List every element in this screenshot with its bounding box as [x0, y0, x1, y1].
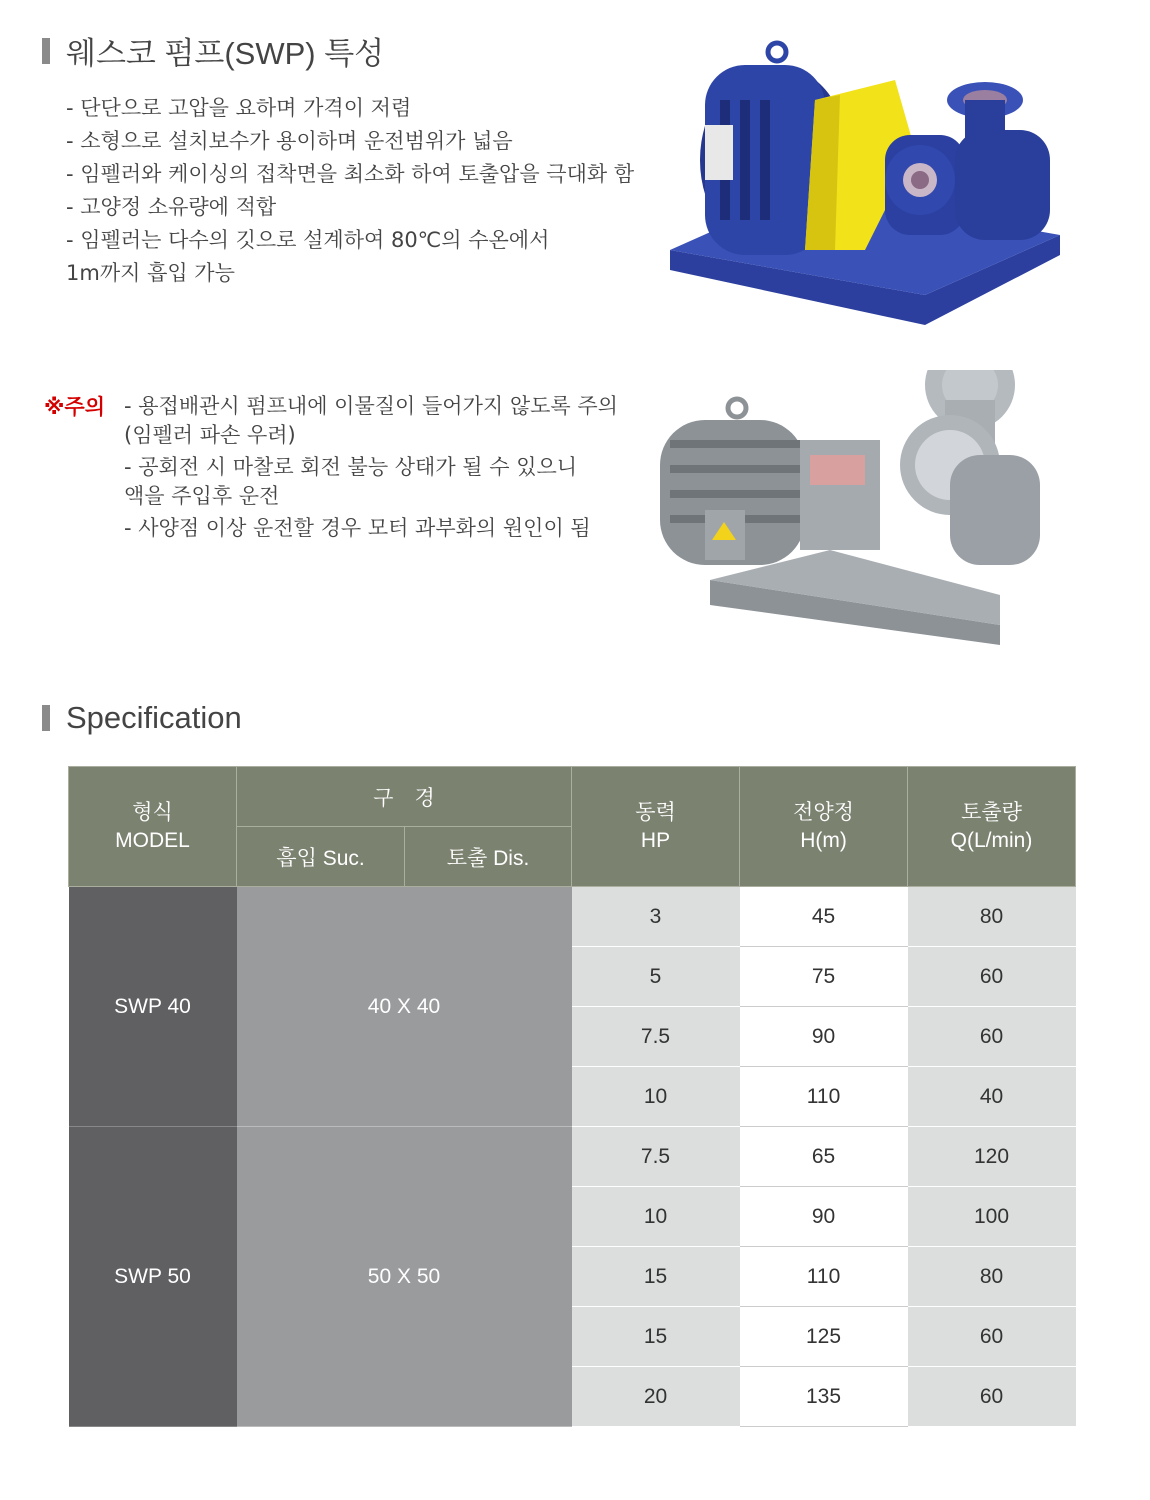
- caution-item: - 공회전 시 마찰로 회전 불능 상태가 될 수 있으니 액을 주입후 운전: [124, 455, 578, 508]
- col-header-suction: 흡입 Suc.: [237, 827, 405, 887]
- head-cell: 65: [740, 1127, 908, 1187]
- head-cell: 75: [740, 947, 908, 1007]
- section-heading-features: [42, 28, 384, 73]
- head-cell: 45: [740, 887, 908, 947]
- flow-cell: 80: [908, 1247, 1076, 1307]
- col-header-head: 전양정 H(m): [740, 767, 908, 887]
- feature-item: - 단단으로 고압을 요하며 가격이 저렴: [66, 96, 412, 120]
- blue-pump-image: [665, 40, 1065, 330]
- grey-pump-image: [650, 370, 1050, 655]
- flow-cell: 120: [908, 1127, 1076, 1187]
- col-header-model: 형식 MODEL: [69, 767, 237, 887]
- caution-block: [44, 392, 618, 546]
- head-cell: 135: [740, 1367, 908, 1427]
- hp-cell: 3: [572, 887, 740, 947]
- head-cell: 110: [740, 1067, 908, 1127]
- head-cell: 90: [740, 1007, 908, 1067]
- heading-bar: [42, 38, 50, 64]
- hp-cell: 10: [572, 1187, 740, 1247]
- caution-item: - 용접배관시 펌프내에 이물질이 들어가지 않도록 주의 (임펠러 파손 우려): [124, 394, 618, 447]
- feature-item: - 임펠러는 다수의 깃으로 설계하여 80℃의 수온에서 1m까지 흡입 가능: [66, 228, 550, 285]
- hp-cell: 7.5: [572, 1007, 740, 1067]
- flow-cell: 60: [908, 1007, 1076, 1067]
- feature-item: - 임펠러와 케이싱의 접착면을 최소화 하여 토출압을 극대화 함: [66, 162, 635, 186]
- hp-cell: 7.5: [572, 1127, 740, 1187]
- flow-cell: 80: [908, 887, 1076, 947]
- head-cell: 125: [740, 1307, 908, 1367]
- heading-title: 웨스코 펌프(SWP) 특성: [66, 36, 385, 71]
- table-row: [69, 887, 1076, 947]
- flow-cell: 60: [908, 947, 1076, 1007]
- feature-item: - 소형으로 설치보수가 용이하며 운전범위가 넓음: [66, 129, 513, 153]
- hp-cell: 10: [572, 1067, 740, 1127]
- feature-list: [66, 92, 634, 290]
- flow-cell: 40: [908, 1067, 1076, 1127]
- section-heading-specification: [42, 700, 242, 736]
- head-cell: 90: [740, 1187, 908, 1247]
- col-header-flow: 토출량 Q(L/min): [908, 767, 1076, 887]
- model-cell: SWP 50: [69, 1127, 237, 1427]
- heading-bar: [42, 705, 50, 731]
- table-row: [69, 1127, 1076, 1187]
- caution-item: - 사양점 이상 운전할 경우 모터 과부화의 원인이 됨: [124, 516, 591, 540]
- caution-list: [124, 392, 618, 546]
- feature-item: - 고양정 소유량에 적합: [66, 195, 277, 219]
- flow-cell: 60: [908, 1367, 1076, 1427]
- specification-table: [68, 766, 1076, 1427]
- flow-cell: 60: [908, 1307, 1076, 1367]
- model-cell: SWP 40: [69, 887, 237, 1127]
- hp-cell: 20: [572, 1367, 740, 1427]
- col-header-power: 동력 HP: [572, 767, 740, 887]
- hp-cell: 5: [572, 947, 740, 1007]
- size-cell: 50 X 50: [237, 1127, 572, 1427]
- hp-cell: 15: [572, 1307, 740, 1367]
- flow-cell: 100: [908, 1187, 1076, 1247]
- head-cell: 110: [740, 1247, 908, 1307]
- size-cell: 40 X 40: [237, 887, 572, 1127]
- hp-cell: 15: [572, 1247, 740, 1307]
- col-header-discharge: 토출 Dis.: [405, 827, 572, 887]
- col-header-bore: 구 경: [237, 767, 572, 827]
- heading-title: Specification: [66, 700, 242, 735]
- caution-label: ※주의: [44, 395, 105, 419]
